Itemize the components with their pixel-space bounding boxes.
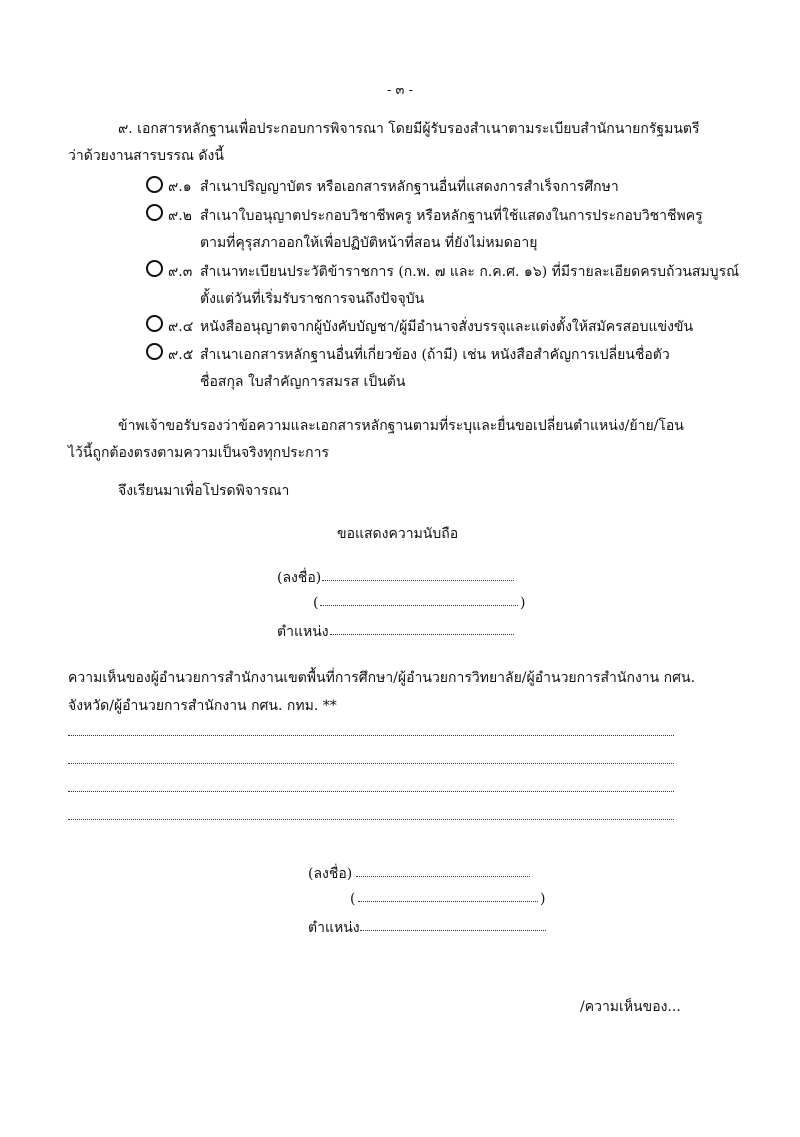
item-number: ๙.๕	[168, 347, 194, 363]
certify-line-2: ไว้นี้ถูกต้องตรงตามความเป็นจริงทุกประการ	[68, 445, 329, 461]
name-paren-open: (	[313, 595, 319, 611]
radio-circle-icon[interactable]	[146, 260, 163, 277]
item-number: ๙.๒	[168, 208, 192, 224]
closing-text: จึงเรียนมาเพื่อโปรดพิจารณา	[118, 483, 290, 499]
item-text: สำเนาปริญญาบัตร หรือเอกสารหลักฐานอื่นที่แสดงการสำเร็จการศึกษา	[200, 179, 619, 195]
item-text: สำเนาใบอนุญาตประกอบวิชาชีพครู หรือหลักฐานที่ใช้แสดงในการประกอบวิชาชีพครู	[200, 208, 703, 224]
position-line[interactable]	[360, 930, 546, 931]
opinion-line-2[interactable]	[68, 763, 674, 764]
certify-line-1: ข้าพเจ้าขอรับรองว่าข้อความและเอกสารหลักฐานตามที่ระบุและยื่นขอเปลี่ยนตำแหน่ง/ย้าย/โอน	[118, 418, 684, 434]
name-paren-open: (	[350, 891, 356, 907]
radio-circle-icon[interactable]	[146, 343, 163, 360]
sign-label: (ลงชื่อ)	[308, 866, 353, 882]
regards-text: ขอแสดงความนับถือ	[337, 526, 459, 542]
signature-line[interactable]	[322, 580, 514, 581]
position-label: ตำแหน่ง	[308, 920, 360, 936]
item-text-cont: ตามที่คุรุสภาออกให้เพื่อปฏิบัติหน้าที่สอน ที่ยังไม่หมดอายุ	[200, 235, 538, 251]
opinion-line-1[interactable]	[68, 735, 674, 736]
radio-circle-icon[interactable]	[146, 204, 163, 221]
item-number: ๙.๑	[168, 179, 192, 195]
item-text-cont: ชื่อสกุล ใบสำคัญการสมรส เป็นต้น	[200, 374, 406, 390]
radio-circle-icon[interactable]	[146, 315, 163, 332]
item-text: สำเนาเอกสารหลักฐานอื่นที่เกี่ยวข้อง (ถ้ามี) เช่น หนังสือสำคัญการเปลี่ยนชื่อตัว	[200, 347, 670, 363]
section-9-heading: ๙. เอกสารหลักฐานเพื่อประกอบการพิจารณา โดยมีผู้รับรองสำเนาตามระเบียบสำนักนายกรัฐมนตรี	[118, 121, 700, 137]
signature-line[interactable]	[356, 876, 530, 877]
section-9-heading-cont: ว่าด้วยงานสารบรรณ ดังนี้	[68, 148, 224, 164]
item-number: ๙.๔	[168, 319, 194, 335]
position-line[interactable]	[330, 634, 514, 635]
name-line[interactable]	[320, 605, 518, 606]
position-label: ตำแหน่ง	[277, 624, 329, 640]
opinion-line-4[interactable]	[68, 819, 674, 820]
continued-text: /ความเห็นของ...	[580, 999, 681, 1015]
item-text: หนังสืออนุญาตจากผู้บังคับบัญชา/ผู้มีอำนาจสั่งบรรจุและแต่งตั้งให้สมัครสอบแข่งขัน	[200, 319, 694, 335]
item-text: สำเนาทะเบียนประวัติข้าราชการ (ก.พ. ๗ และ ก.ค.ศ. ๑๖) ที่มีรายละเอียดครบถ้วนสมบูรณ์	[200, 264, 740, 280]
item-number: ๙.๓	[168, 264, 193, 280]
name-paren-close: )	[520, 595, 526, 611]
opinion-heading-cont: จังหวัด/ผู้อำนวยการสำนักงาน กศน. กทม. **	[68, 698, 337, 714]
item-text-cont: ตั้งแต่วันที่เริ่มรับราชการจนถึงปัจจุบัน	[200, 291, 425, 307]
opinion-heading: ความเห็นของผู้อำนวยการสำนักงานเขตพื้นที่การศึกษา/ผู้อำนวยการวิทยาลัย/ผู้อำนวยการสำนักงาน กศน.	[68, 670, 696, 686]
opinion-line-3[interactable]	[68, 791, 674, 792]
name-paren-close: )	[540, 891, 546, 907]
name-line[interactable]	[358, 901, 538, 902]
page-number: - ๓ -	[387, 83, 413, 98]
radio-circle-icon[interactable]	[146, 176, 163, 193]
sign-label: (ลงชื่อ)	[277, 570, 322, 586]
